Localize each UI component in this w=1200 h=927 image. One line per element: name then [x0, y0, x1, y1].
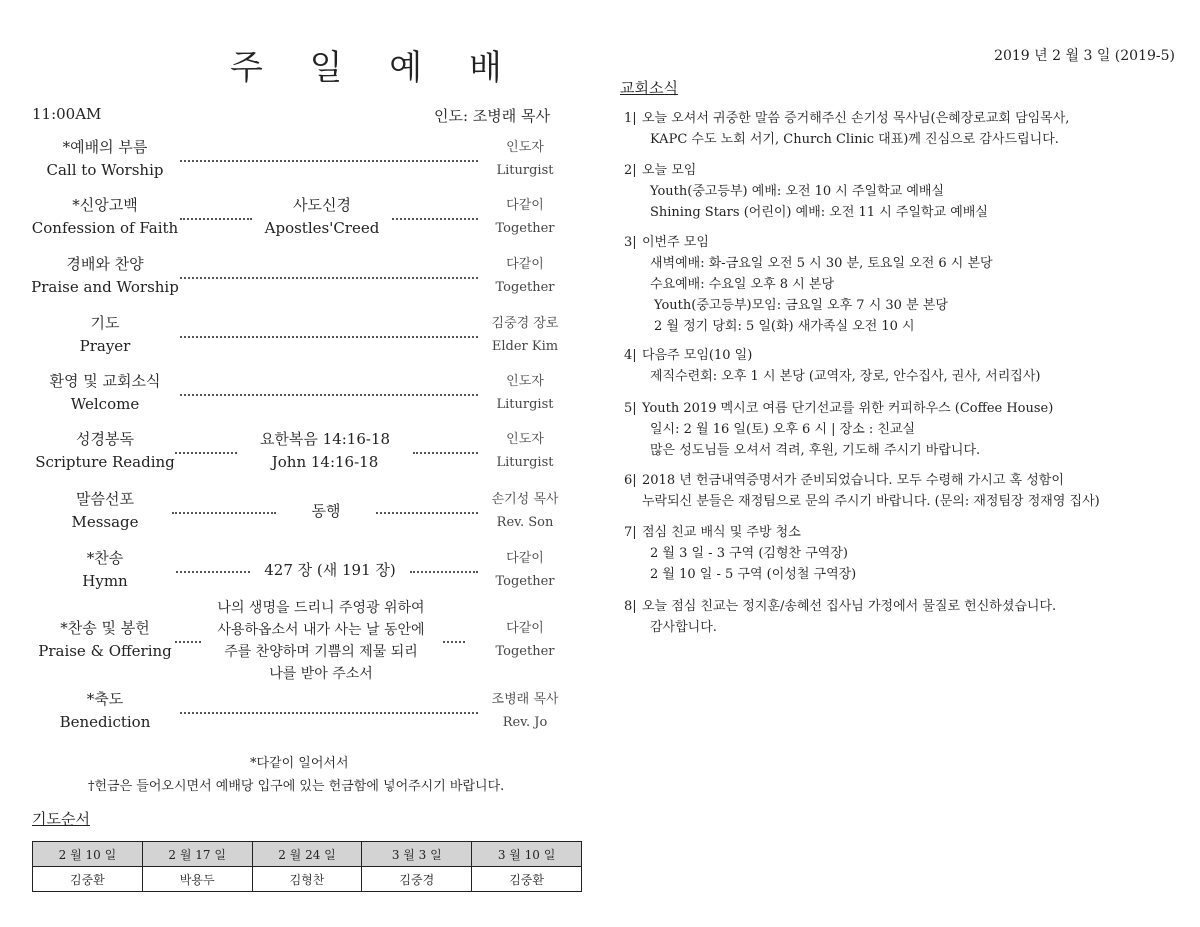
- service-leader: 인도: 조병래 목사: [433, 107, 550, 125]
- page-title: 주 일 예 배: [230, 48, 520, 88]
- order-item-call-to-worship: [30, 136, 552, 184]
- news-item-number: 5|: [624, 401, 637, 416]
- order-who-en: Liturgist: [496, 455, 554, 470]
- order-item-prayer: [30, 312, 559, 360]
- order-label-en: Welcome: [70, 395, 140, 413]
- order-who-ko: 다같이: [506, 198, 544, 213]
- leader-dots: [410, 571, 478, 573]
- order-who-ko: 인도자: [506, 374, 544, 389]
- order-label-en: Hymn: [82, 572, 128, 590]
- news-item: [624, 345, 1184, 387]
- news-item-number: 8|: [624, 599, 637, 614]
- news-item-number: 2|: [624, 163, 637, 178]
- order-item-praise-worship: [30, 253, 555, 301]
- news-item: [624, 596, 1184, 638]
- table-cell-date: 2 월 10 일: [33, 842, 143, 867]
- order-who-en: Together: [495, 221, 555, 236]
- order-item-benediction: [30, 688, 559, 736]
- order-label-ko: *찬송 및 봉헌: [60, 619, 150, 637]
- leader-dots: [443, 641, 465, 643]
- news-line: 감사합니다.: [650, 620, 717, 635]
- order-label-en: Message: [71, 513, 139, 531]
- order-who-ko: 다같이: [506, 551, 544, 566]
- news-line: 점심 친교 배식 및 주방 청소: [642, 525, 801, 540]
- order-mid-line: 나의 생명을 드리니 주영광 위하여: [217, 600, 425, 616]
- news-item-number: 3|: [624, 235, 637, 250]
- leader-dots: [376, 512, 478, 514]
- news-line: 2 월 3 일 - 3 구역 (김형찬 구역장): [650, 546, 848, 561]
- order-mid-line: 사도신경: [293, 196, 351, 214]
- news-line: 이번주 모임: [642, 235, 709, 250]
- table-cell-name: 김형찬: [252, 867, 362, 892]
- order-who-ko: 다같이: [506, 257, 544, 272]
- order-who-en: Liturgist: [496, 163, 554, 178]
- order-who-ko: 인도자: [506, 432, 544, 447]
- leader-dots: [180, 712, 478, 714]
- news-line: 2 월 10 일 - 5 구역 (이성철 구역장): [650, 567, 857, 582]
- news-item: [624, 160, 1184, 223]
- leader-dots: [176, 571, 250, 573]
- news-line: 누락되신 분들은 재정팀으로 문의 주시기 바랍니다. (문의: 재정팀장 정재영 집사): [642, 494, 1100, 509]
- prayer-schedule-table: [32, 841, 582, 892]
- order-who-en: Together: [495, 644, 555, 659]
- order-mid-line: 나를 받아 주소서: [269, 666, 373, 682]
- order-mid-line: 427 장 (새 191 장): [264, 561, 396, 579]
- news-line: Youth(중고등부)모임: 금요일 오후 7 시 30 분 본당: [654, 298, 948, 313]
- leader-dots: [180, 277, 478, 279]
- news-line: 제직수련회: 오후 1 시 본당 (교역자, 장로, 안수집사, 권사, 서리집사): [650, 369, 1041, 384]
- news-line: 2 월 정기 당회: 5 일(화) 새가족실 오전 10 시: [654, 319, 915, 334]
- news-line: 새벽예배: 화-금요일 오전 5 시 30 분, 토요일 오전 6 시 본당: [650, 256, 993, 271]
- table-row: [33, 867, 582, 892]
- leader-dots: [180, 218, 252, 220]
- order-item-praise-offering: [30, 600, 555, 682]
- news-line: 오늘 오셔서 귀중한 말씀 증거해주신 손기성 목사님(은혜장로교회 담임목사,: [642, 111, 1070, 126]
- order-label-en: Scripture Reading: [35, 453, 175, 471]
- order-who-en: Together: [495, 280, 555, 295]
- order-who-ko: 손기성 목사: [491, 492, 559, 507]
- leader-dots: [180, 394, 478, 396]
- leader-dots: [172, 512, 276, 514]
- news-item: [624, 470, 1184, 512]
- order-who-ko: 다같이: [506, 621, 544, 636]
- order-mid-line: 주를 찬양하며 기쁨의 제물 되리: [224, 644, 418, 660]
- order-item-scripture: [30, 428, 552, 476]
- table-cell-date: 3 월 10 일: [472, 842, 582, 867]
- bulletin-date: 2019 년 2 월 3 일 (2019-5): [994, 48, 1175, 64]
- order-label-ko: 말씀선포: [76, 490, 134, 508]
- order-who-ko: 김중경 장로: [491, 316, 559, 331]
- order-item-message: [30, 488, 559, 536]
- table-header-row: [33, 842, 582, 867]
- leader-dots: [392, 218, 478, 220]
- news-line: 일시: 2 월 16 일(토) 오후 6 시 | 장소 : 친교실: [650, 422, 916, 437]
- leader-dots: [180, 160, 478, 162]
- table-cell-name: 김중환: [33, 867, 143, 892]
- leader-dots: [180, 336, 478, 338]
- order-mid-line: Apostles'Creed: [264, 219, 380, 237]
- order-label-en: Praise & Offering: [38, 642, 172, 660]
- table-cell-name: 김중환: [472, 867, 582, 892]
- standing-note: *다같이 일어서서: [250, 756, 349, 771]
- order-who-en: Elder Kim: [491, 339, 559, 354]
- news-line: Shining Stars (어린이) 예배: 오전 11 시 주일학교 예배실: [650, 205, 988, 220]
- news-line: Youth 2019 멕시코 여름 단기선교를 위한 커피하우스 (Coffee House): [642, 401, 1054, 416]
- order-item-welcome: [30, 370, 552, 418]
- order-label-ko: *신앙고백: [72, 196, 138, 214]
- news-item: [624, 522, 1184, 585]
- order-mid-line: 요한복음 14:16-18: [259, 430, 391, 448]
- news-item-number: 1|: [624, 111, 637, 126]
- order-who-en: Rev. Jo: [502, 715, 548, 730]
- news-line: KAPC 수도 노회 서기, Church Clinic 대표)께 진심으로 감사드립니다.: [650, 132, 1059, 147]
- news-line: 2018 년 헌금내역증명서가 준비되었습니다. 모두 수령해 가시고 혹 성함이: [642, 473, 1064, 488]
- news-item-number: 6|: [624, 473, 637, 488]
- table-cell-name: 김중경: [362, 867, 472, 892]
- table-cell-name: 박용두: [142, 867, 252, 892]
- order-mid-line: 사용하옵소서 내가 사는 날 동안에: [217, 622, 425, 638]
- order-label-ko: 환영 및 교회소식: [49, 372, 161, 390]
- order-who-en: Liturgist: [496, 397, 554, 412]
- news-line: 많은 성도님들 오셔서 격려, 후원, 기도해 주시기 바랍니다.: [650, 443, 981, 458]
- news-line: 다음주 모임(10 일): [642, 348, 753, 363]
- order-label-en: Benediction: [59, 713, 151, 731]
- order-label-ko: 기도: [90, 314, 120, 332]
- prayer-schedule-heading: 기도순서: [32, 810, 90, 828]
- order-who-ko: 인도자: [506, 140, 544, 155]
- news-item: [624, 108, 1184, 150]
- order-label-en: Prayer: [79, 337, 131, 355]
- table-cell-date: 2 월 24 일: [252, 842, 362, 867]
- order-label-ko: 성경봉독: [76, 430, 134, 448]
- news-line: Youth(중고등부) 예배: 오전 10 시 주일학교 예배실: [650, 184, 945, 199]
- order-who-ko: 조병래 목사: [491, 692, 559, 707]
- order-mid-line: 동행: [311, 502, 341, 520]
- news-item: [624, 398, 1184, 461]
- news-item: [624, 232, 1184, 337]
- news-line: 오늘 점심 친교는 정지훈/송혜선 집사님 가정에서 물질로 헌신하셨습니다.: [642, 599, 1057, 614]
- news-item-number: 7|: [624, 525, 637, 540]
- news-line: 수요예배: 수요일 오후 8 시 본당: [650, 277, 835, 292]
- table-cell-date: 2 월 17 일: [142, 842, 252, 867]
- order-item-confession: [30, 194, 555, 242]
- order-label-ko: 경배와 찬양: [66, 255, 144, 273]
- order-label-ko: *찬송: [86, 549, 124, 567]
- order-who-en: Together: [495, 574, 555, 589]
- leader-dots: [413, 452, 478, 454]
- order-who-en: Rev. Son: [496, 515, 554, 530]
- order-mid-line: John 14:16-18: [271, 453, 379, 471]
- offering-note: †헌금은 들어오시면서 예배당 입구에 있는 헌금함에 넣어주시기 바랍니다.: [88, 779, 505, 794]
- order-label-ko: *예배의 부름: [62, 138, 148, 156]
- news-line: 오늘 모임: [642, 163, 697, 178]
- order-item-hymn: [30, 547, 555, 595]
- news-item-number: 4|: [624, 348, 637, 363]
- order-label-en: Call to Worship: [46, 161, 164, 179]
- order-label-ko: *축도: [86, 690, 124, 708]
- order-label-en: Confession of Faith: [31, 219, 179, 237]
- leader-dots: [175, 641, 201, 643]
- church-news-heading: 교회소식: [620, 79, 678, 97]
- service-time: 11:00AM: [32, 105, 102, 123]
- leader-dots: [175, 452, 237, 454]
- order-label-en: Praise and Worship: [31, 278, 179, 296]
- table-cell-date: 3 월 3 일: [362, 842, 472, 867]
